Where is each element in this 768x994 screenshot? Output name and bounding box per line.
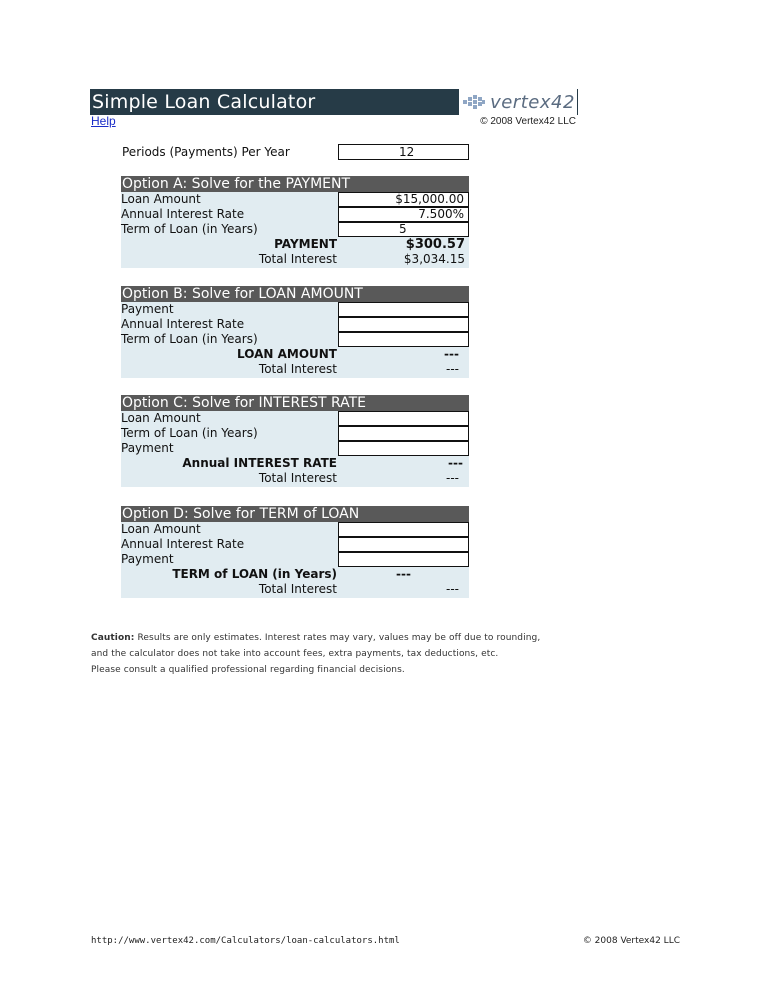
option-c-payment-input[interactable] — [338, 441, 469, 456]
option-a-header: Option A: Solve for the PAYMENT — [121, 176, 469, 192]
option-a-interest-value: $3,034.15 — [403, 252, 465, 266]
option-b-payment-label: Payment — [121, 302, 174, 316]
option-b-rate-label: Annual Interest Rate — [121, 317, 245, 331]
option-b-header: Option B: Solve for LOAN AMOUNT — [121, 286, 469, 302]
caution-line-1 — [91, 633, 540, 643]
option-b-term-input[interactable] — [338, 332, 469, 347]
periods-label: Periods (Payments) Per Year — [122, 145, 290, 159]
option-b-term-label: Term of Loan (in Years) — [121, 332, 258, 346]
option-a-loan-amount-input[interactable]: $15,000.00 — [338, 192, 469, 207]
caution-text-1: Results are only estimates. Interest rates may vary, values may be off due to rounding, — [137, 633, 541, 643]
option-a-term-label: Term of Loan (in Years) — [121, 222, 258, 236]
option-c-result-label: Annual INTEREST RATE — [182, 456, 337, 470]
option-a-rate-label: Annual Interest Rate — [121, 207, 245, 221]
option-d-result-label: TERM of LOAN (in Years) — [172, 567, 337, 581]
option-b-loan-amount-value: --- — [444, 347, 459, 361]
option-c-rate-value: --- — [448, 456, 463, 470]
option-a-term-input[interactable]: 5 — [338, 222, 469, 237]
logo-text: vertex42 — [490, 91, 575, 113]
option-d-interest-label: Total Interest — [258, 582, 337, 596]
globe-grid-icon — [461, 92, 487, 112]
copyright-notice: © 2008 Vertex42 LLC — [480, 116, 576, 127]
option-d-term-value: --- — [396, 567, 411, 581]
footer-url: http://www.vertex42.com/Calculators/loan-calculators.html — [91, 936, 400, 946]
option-a-loan-amount-label: Loan Amount — [121, 192, 201, 206]
option-d-payment-input[interactable] — [338, 552, 469, 567]
option-d-header: Option D: Solve for TERM of LOAN — [121, 506, 469, 522]
option-d-interest-value: --- — [446, 582, 459, 596]
option-c-term-input[interactable] — [338, 426, 469, 441]
caution-prefix: Caution: — [91, 633, 135, 643]
option-a-result-label: PAYMENT — [274, 237, 337, 251]
option-b-result-label: LOAN AMOUNT — [236, 347, 337, 361]
option-d-rate-label: Annual Interest Rate — [121, 537, 245, 551]
footer-copyright: © 2008 Vertex42 LLC — [582, 936, 680, 946]
caution-line-2: and the calculator does not take into account fees, extra payments, tax deductions, etc. — [91, 649, 499, 659]
option-d-rate-input[interactable] — [338, 537, 469, 552]
option-d-payment-label: Payment — [121, 552, 174, 566]
option-a-rate-input[interactable]: 7.500% — [338, 207, 469, 222]
option-c-payment-label: Payment — [121, 441, 174, 455]
option-b-rate-input[interactable] — [338, 317, 469, 332]
page-title: Simple Loan Calculator — [92, 91, 316, 113]
option-a-payment-value: $300.57 — [405, 237, 465, 252]
option-b-interest-label: Total Interest — [258, 362, 337, 376]
vertex42-logo — [459, 89, 577, 115]
help-link[interactable]: Help — [91, 114, 116, 128]
option-c-interest-label: Total Interest — [258, 471, 337, 485]
option-a-interest-label: Total Interest — [258, 252, 337, 266]
caution-line-3: Please consult a qualified professional regarding financial decisions. — [91, 665, 405, 675]
option-c-header: Option C: Solve for INTEREST RATE — [121, 395, 469, 411]
option-d-loan-amount-input[interactable] — [338, 522, 469, 537]
option-c-term-label: Term of Loan (in Years) — [121, 426, 258, 440]
periods-input[interactable]: 12 — [338, 144, 469, 160]
option-c-loan-amount-label: Loan Amount — [121, 411, 201, 425]
option-b-payment-input[interactable] — [338, 302, 469, 317]
option-c-interest-value: --- — [446, 471, 459, 485]
option-b-interest-value: --- — [446, 362, 459, 376]
option-c-loan-amount-input[interactable] — [338, 411, 469, 426]
option-d-loan-amount-label: Loan Amount — [121, 522, 201, 536]
